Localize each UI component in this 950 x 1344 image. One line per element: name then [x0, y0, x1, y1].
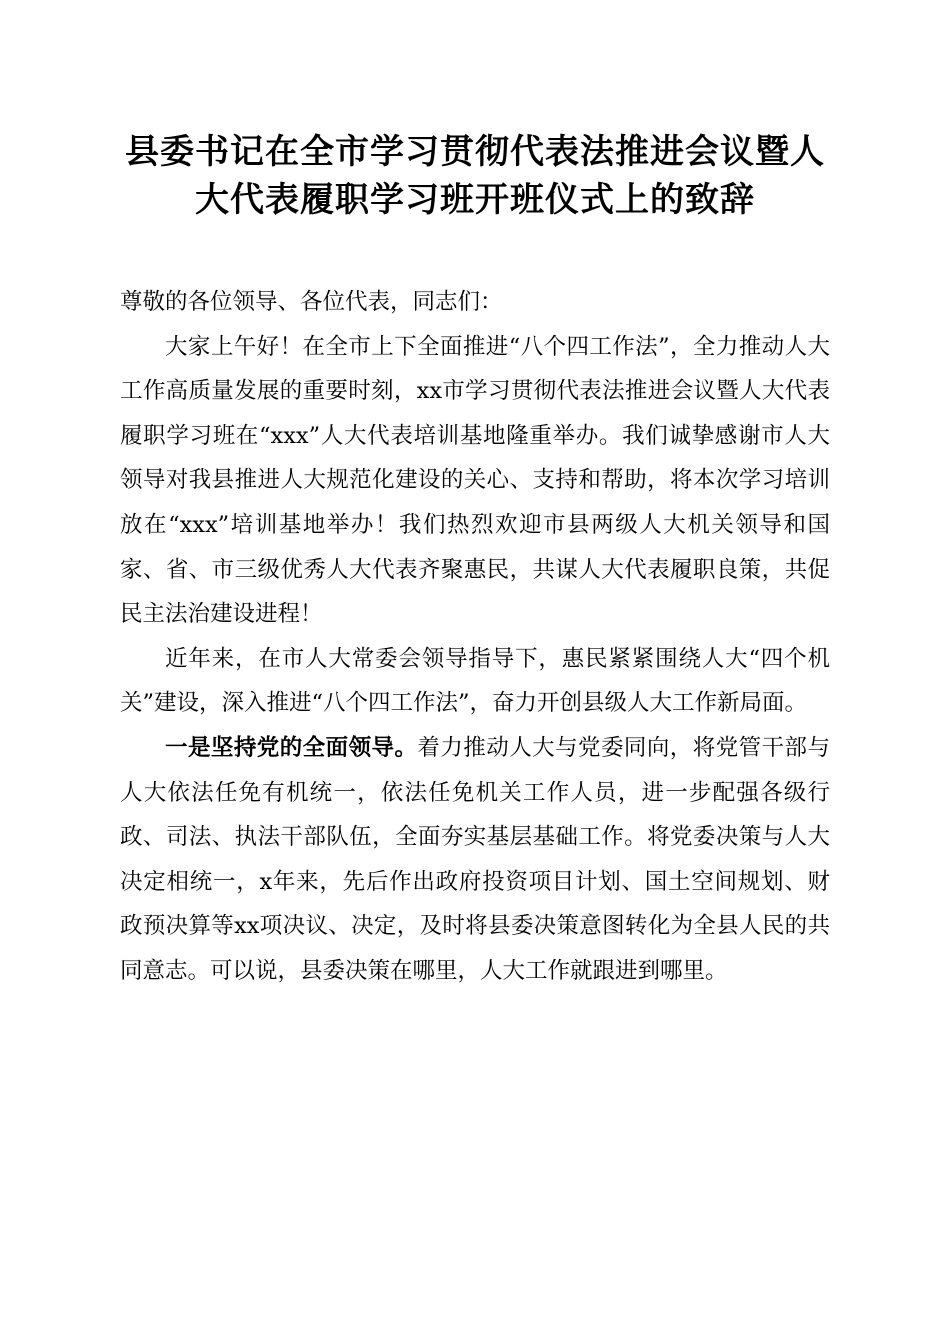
paragraph-2 [120, 637, 830, 726]
salutation: 尊敬的各位领导、各位代表，同志们： [120, 289, 503, 315]
paragraph-3-lead: 一是坚持党的全面领导。 [165, 734, 418, 761]
paragraph-1 [120, 325, 830, 637]
paragraph-2-text: 近年来，在市人大常委会领导指导下，惠民紧紧围绕人大“四个机关”建设，深入推进“八个四工作法”，奋力开创县级人大工作新局面。 [120, 645, 830, 717]
document-title: 县委书记在全市学习贯彻代表法推进会议暨人大代表履职学习班开班仪式上的致辞 [125, 132, 825, 220]
document-body [120, 280, 830, 994]
paragraph-3 [120, 726, 830, 994]
paragraph-1-text: 大家上午好！在全市上下全面推进“八个四工作法”，全力推动人大工作高质量发展的重要时刻，xx市学习贯彻代表法推进会议暨人大代表履职学习班在“xxx”人大代表培训基地隆重举办。我们诚挚感谢市人大领导对我县推进人大规范化建设的关心、支持和帮助，将本次学习培训放在“xxx”培训基地举办！我们热烈欢迎市县两级人大机关领导和国家、省、市三级优秀人大代表齐聚惠民，共谋人大代表履职良策，共促民主法治建设进程！ [120, 333, 830, 628]
paragraph-3-text: 着力推动人大与党委同向，将党管干部与人大依法任免有机统一，依法任免机关工作人员，进一步配强各级行政、司法、执法干部队伍，全面夯实基层基础工作。将党委决策与人大决定相统一，x年来，先后作出政府投资项目计划、国土空间规划、财政预决算等xx项决议、决定，及时将县委决策意图转化为全县人民的共同意志。可以说，县委决策在哪里，人大工作就跟进到哪里。 [120, 734, 830, 984]
